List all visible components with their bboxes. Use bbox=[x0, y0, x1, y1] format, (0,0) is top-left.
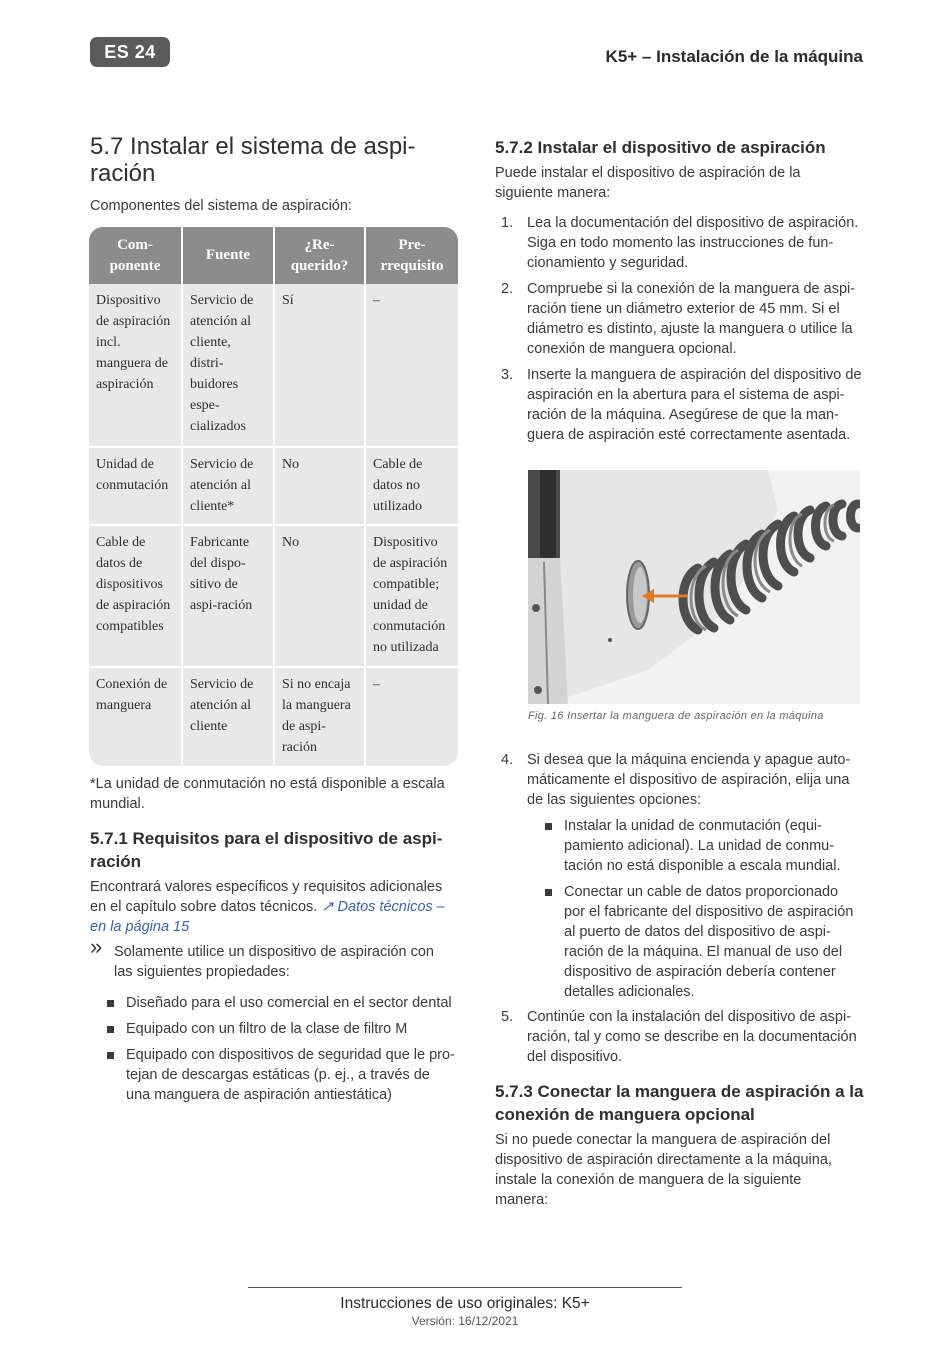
footer-divider bbox=[248, 1287, 682, 1288]
table-cell: Fabricante del dispo-sitivo de aspi-ración bbox=[182, 525, 274, 667]
table-cell: Dispositivo de aspiración compatible; unidad de conmutación no utilizada bbox=[365, 525, 458, 667]
list-item bbox=[501, 1007, 863, 1067]
step-number: 4. bbox=[501, 752, 514, 768]
footer-title: Instrucciones de uso originales: K5+ bbox=[340, 1295, 590, 1312]
table-cell: Conexión de manguera bbox=[89, 667, 182, 766]
note-arrow-icon: » bbox=[90, 934, 103, 959]
subsection-572-intro: Puede instalar el dispositivo de aspiración de la siguiente manera: bbox=[495, 165, 801, 201]
table-header-prereq: Pre-rrequisito bbox=[365, 227, 458, 284]
list-item-text: Inserte la manguera de aspiración del dispositivo de aspiración en la abertura para el sistema de aspi-ración de la máquina. Asegúrese de que la man-guera de aspiración esté correctamente asentada. bbox=[527, 367, 862, 443]
table-cell: Sí bbox=[274, 284, 365, 447]
table-cell: No bbox=[274, 525, 365, 667]
tech-data-text: Encontrará valores específicos y requisitos adicionales en el capítulo sobre datos técnicos. bbox=[90, 879, 443, 915]
table-cell: Unidad de conmutación bbox=[89, 447, 182, 525]
install-steps-continued bbox=[501, 750, 863, 810]
install-steps-final bbox=[501, 1007, 863, 1067]
section-intro: Componentes del sistema de aspiración: bbox=[90, 198, 352, 214]
requirement-list bbox=[126, 993, 458, 1105]
section-title bbox=[90, 133, 440, 187]
bullet-icon bbox=[545, 889, 552, 896]
step-number: 3. bbox=[501, 367, 514, 383]
section-title-line2: ración bbox=[90, 160, 156, 187]
subsection-title-572: 5.7.2 Instalar el dispositivo de aspiración bbox=[495, 138, 826, 157]
table-cell: No bbox=[274, 447, 365, 525]
list-item-text: Si desea que la máquina encienda y apague auto-máticamente el dispositivo de aspiración, elija una de las siguientes opciones: bbox=[527, 752, 851, 808]
step4-options bbox=[564, 816, 860, 1002]
list-item-text: Equipado con dispositivos de seguridad que le pro-tejan de descargas estáticas (p. ej., a través de una manguera de aspiración antiestática) bbox=[126, 1047, 455, 1103]
page-badge: ES 24 bbox=[90, 37, 170, 67]
table-cell: Cable de datos no utilizado bbox=[365, 447, 458, 525]
bullet-icon bbox=[107, 1000, 114, 1007]
subsection-title-573: 5.7.3 Conectar la manguera de aspiración a la conexión de manguera opcional bbox=[495, 1082, 864, 1124]
table-header-source: Fuente bbox=[182, 227, 274, 284]
table-cell: Servicio de atención al cliente* bbox=[182, 447, 274, 525]
table-cell: Cable de datos de dispositivos de aspiración compatibles bbox=[89, 525, 182, 667]
table-row bbox=[89, 525, 458, 667]
subsection-title-571: 5.7.1 Requisitos para el dispositivo de aspi-ración bbox=[90, 829, 443, 871]
step-number: 5. bbox=[501, 1009, 514, 1025]
bullet-icon bbox=[107, 1026, 114, 1033]
table-cell: – bbox=[365, 667, 458, 766]
list-item bbox=[126, 993, 458, 1013]
step-number: 1. bbox=[501, 215, 514, 231]
list-item bbox=[501, 213, 863, 273]
subsection-573-text: Si no puede conectar la manguera de aspiración del dispositivo de aspiración directamente a la máquina, instale la conexión de manguera de la siguiente manera: bbox=[495, 1132, 832, 1208]
bullet-icon bbox=[107, 1052, 114, 1059]
list-item bbox=[501, 365, 863, 445]
figure-caption: Fig. 16 Insertar la manguera de aspiración en la máquina bbox=[528, 710, 824, 722]
tech-data-link-label: Datos técnicos – en la página 15 bbox=[90, 899, 445, 935]
list-item bbox=[564, 882, 860, 1002]
table-cell: Servicio de atención al cliente, distri-buidores espe-cializados bbox=[182, 284, 274, 447]
table-cell: – bbox=[365, 284, 458, 447]
tech-data-link[interactable]: ↗ Datos técnicos – en la página 15 bbox=[90, 899, 445, 935]
footer-version: Versión: 16/12/2021 bbox=[411, 1314, 519, 1328]
list-item-text: Diseñado para el uso comercial en el sector dental bbox=[126, 995, 452, 1011]
list-item bbox=[126, 1019, 458, 1039]
table-cell: Dispositivo de aspiración incl. manguera de aspiración bbox=[89, 284, 182, 447]
subsection-571-text bbox=[90, 877, 460, 937]
list-item bbox=[564, 816, 860, 876]
bullet-icon bbox=[545, 823, 552, 830]
list-item bbox=[501, 279, 863, 359]
table-cell: Si no encaja la manguera de aspi-ración bbox=[274, 667, 365, 766]
section-title-line1: 5.7 Instalar el sistema de aspi- bbox=[90, 133, 416, 160]
list-item bbox=[501, 750, 863, 810]
list-item bbox=[126, 1045, 458, 1105]
step-number: 2. bbox=[501, 281, 514, 297]
table-footnote: *La unidad de conmutación no está disponible a escala mundial. bbox=[90, 776, 445, 812]
list-item-text: Instalar la unidad de conmutación (equi-pamiento adicional). La unidad de conmu-tación no está disponible a escala mundial. bbox=[564, 818, 841, 874]
list-item-text: Conectar un cable de datos proporcionado por el fabricante del dispositivo de aspiración al puerto de datos del dispositivo de aspi-ración de la máquina. El manual de uso del dispositivo de aspiración debería contener detalles adicionales. bbox=[564, 884, 854, 1000]
hose-figure bbox=[528, 470, 860, 704]
components-table bbox=[89, 227, 458, 766]
table-header-component: Com-ponente bbox=[89, 227, 182, 284]
table-cell: Servicio de atención al cliente bbox=[182, 667, 274, 766]
hose-illustration bbox=[528, 470, 860, 704]
list-item-text: Equipado con un filtro de la clase de filtro M bbox=[126, 1021, 408, 1037]
list-item-text: Compruebe si la conexión de la manguera de aspi-ración tiene un diámetro exterior de 45 mm. Si el diámetro es distinto, ajuste la manguera o utilice la conexión de manguera opcional. bbox=[527, 281, 856, 357]
list-item-text: Continúe con la instalación del dispositivo de aspi-ración, tal y como se describe en la documentación del dispositivo. bbox=[527, 1009, 857, 1065]
install-steps bbox=[501, 213, 863, 445]
table-header-required: ¿Re-querido? bbox=[274, 227, 365, 284]
list-item-text: Lea la documentación del dispositivo de aspiración. Siga en todo momento las instrucciones de fun-cionamiento y seguridad. bbox=[527, 215, 859, 271]
table-row bbox=[89, 284, 458, 447]
requirement-note: Solamente utilice un dispositivo de aspiración con las siguientes propiedades: bbox=[114, 944, 434, 980]
table-row bbox=[89, 667, 458, 766]
table-row bbox=[89, 447, 458, 525]
running-header: K5+ – Instalación de la máquina bbox=[605, 47, 863, 66]
